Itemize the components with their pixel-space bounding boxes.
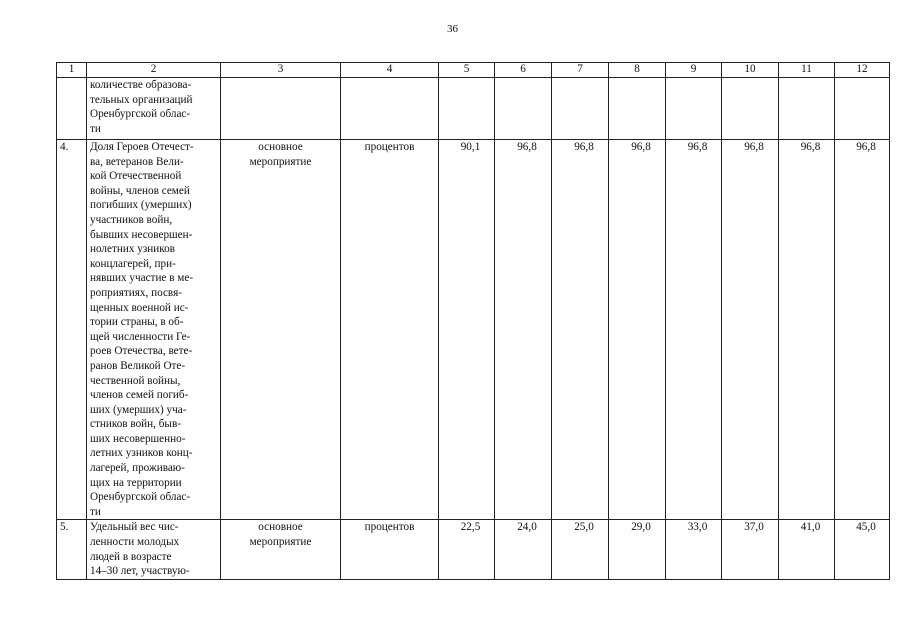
value-text: 96,8 xyxy=(687,141,708,153)
value-text: 33,0 xyxy=(687,521,708,534)
value-text: 96,8 xyxy=(517,141,537,153)
table-row xyxy=(57,520,890,580)
value-text: 25,0 xyxy=(574,521,594,534)
value-cell xyxy=(722,520,779,580)
indicator-name-line: лагерей, проживаю- xyxy=(90,462,185,475)
value-cell xyxy=(609,520,666,580)
indicator-name-line: ших (умерших) уча- xyxy=(90,403,187,416)
value-text: 96,8 xyxy=(631,141,651,153)
indicator-name-line: ва, ветеранов Вели- xyxy=(90,155,184,168)
value-cell xyxy=(495,520,552,580)
column-header: 5 xyxy=(439,63,495,78)
table-row xyxy=(57,78,890,140)
indicator-name-line: роприятиях, посвя- xyxy=(90,286,182,299)
value-text: 96,8 xyxy=(856,141,876,153)
column-header: 2 xyxy=(87,63,221,78)
indicator-name-line: бывших несовершен- xyxy=(90,228,193,241)
value-cell xyxy=(552,78,609,140)
value-cell xyxy=(439,520,495,580)
value-cell xyxy=(779,520,835,580)
indicator-name-line: тории страны, в об- xyxy=(90,316,184,329)
value-text: 90,1 xyxy=(460,141,481,153)
indicator-name-line: щей численности Ге- xyxy=(90,330,191,343)
indicator-name-line: концлагерей, при- xyxy=(90,257,176,270)
value-cell xyxy=(722,140,779,520)
indicator-name-line: Доля Героев Отечест- xyxy=(90,141,194,153)
value-cell xyxy=(609,78,666,140)
indicator-name-line: Удельный вес чис- xyxy=(90,521,179,534)
value-cell xyxy=(552,140,609,520)
indicator-name-line: ранов Великой Оте- xyxy=(90,359,186,372)
indicator-type-line: мероприятие xyxy=(249,155,312,168)
value-cell xyxy=(835,520,890,580)
indicator-name-line: 14–30 лет, участвую- xyxy=(90,565,190,578)
indicator-name-line: щих на территории xyxy=(90,476,182,489)
value-text: 96,8 xyxy=(744,141,764,153)
unit-cell: процентов xyxy=(341,520,439,580)
indicator-name-line: летних узников конц- xyxy=(90,447,193,460)
indicator-name-line: нолетних узников xyxy=(90,243,175,256)
indicator-name-line: членов семей погиб- xyxy=(90,389,189,402)
row-number-cell xyxy=(57,78,87,140)
header-row xyxy=(57,63,890,78)
indicator-name-line: тельных организаций xyxy=(90,93,193,106)
value-cell xyxy=(666,78,722,140)
value-cell xyxy=(779,140,835,520)
indicator-name-line: роев Отечества, вете- xyxy=(90,345,193,358)
page-number: 36 xyxy=(447,23,458,35)
row-number-cell: 5. xyxy=(57,520,87,580)
indicator-type-cell xyxy=(221,520,341,580)
value-cell xyxy=(835,78,890,140)
value-text: 45,0 xyxy=(856,521,876,534)
indicator-name-line: чественной войны, xyxy=(90,374,181,387)
indicator-name-line: людей в возрасте xyxy=(90,550,172,563)
indicator-name-line: Оренбургской облас- xyxy=(90,108,191,121)
value-cell xyxy=(495,140,552,520)
unit-cell: процентов xyxy=(341,140,439,520)
indicator-name-cell xyxy=(87,78,221,140)
indicator-type-line: основное xyxy=(258,141,303,153)
indicator-type-cell xyxy=(221,78,341,140)
column-header: 11 xyxy=(779,63,835,78)
value-cell xyxy=(495,78,552,140)
value-text: 37,0 xyxy=(744,521,764,534)
column-header: 4 xyxy=(341,63,439,78)
column-header: 12 xyxy=(835,63,890,78)
table-row xyxy=(57,140,890,520)
indicators-table xyxy=(56,62,890,580)
value-text: 96,8 xyxy=(800,141,821,153)
indicator-name-line: стников войн, быв- xyxy=(90,418,181,431)
indicator-name-line: щенных военной ис- xyxy=(90,301,189,314)
column-header: 10 xyxy=(722,63,779,78)
indicator-type-line: мероприятие xyxy=(249,536,312,549)
indicator-type-cell xyxy=(221,140,341,520)
column-header: 9 xyxy=(666,63,722,78)
value-cell xyxy=(666,520,722,580)
value-cell xyxy=(552,520,609,580)
indicator-name-line: погибших (умерших) xyxy=(90,199,192,212)
value-cell xyxy=(439,140,495,520)
column-header: 8 xyxy=(609,63,666,78)
value-cell xyxy=(779,78,835,140)
indicator-name-line: Оренбургской облас- xyxy=(90,491,191,504)
indicator-name-line: количестве образова- xyxy=(90,79,192,91)
indicator-name-line: войны, членов семей xyxy=(90,184,190,197)
unit-cell xyxy=(341,78,439,140)
indicator-name-line: ти xyxy=(90,505,101,518)
column-header: 3 xyxy=(221,63,341,78)
indicator-name-line: кой Отечественной xyxy=(90,170,182,183)
indicator-name-line: ти xyxy=(90,122,101,135)
indicator-name-line: ших несовершенно- xyxy=(90,432,186,445)
indicator-name-cell xyxy=(87,520,221,580)
column-header: 7 xyxy=(552,63,609,78)
indicator-name-line: участников войн, xyxy=(90,213,173,226)
value-cell xyxy=(666,140,722,520)
indicator-name-line: нявших участие в ме- xyxy=(90,272,194,285)
indicator-name-cell xyxy=(87,140,221,520)
value-text: 22,5 xyxy=(460,521,481,534)
value-cell xyxy=(439,78,495,140)
indicator-type-line: основное xyxy=(258,521,303,534)
value-text: 41,0 xyxy=(800,521,821,534)
value-text: 29,0 xyxy=(631,521,651,534)
value-text: 96,8 xyxy=(574,141,594,153)
value-cell xyxy=(609,140,666,520)
value-text: 24,0 xyxy=(517,521,537,534)
row-number-cell: 4. xyxy=(57,140,87,520)
value-cell xyxy=(722,78,779,140)
indicator-name-line: ленности молодых xyxy=(90,536,180,549)
column-header: 1 xyxy=(57,63,87,78)
value-cell xyxy=(835,140,890,520)
column-header: 6 xyxy=(495,63,552,78)
